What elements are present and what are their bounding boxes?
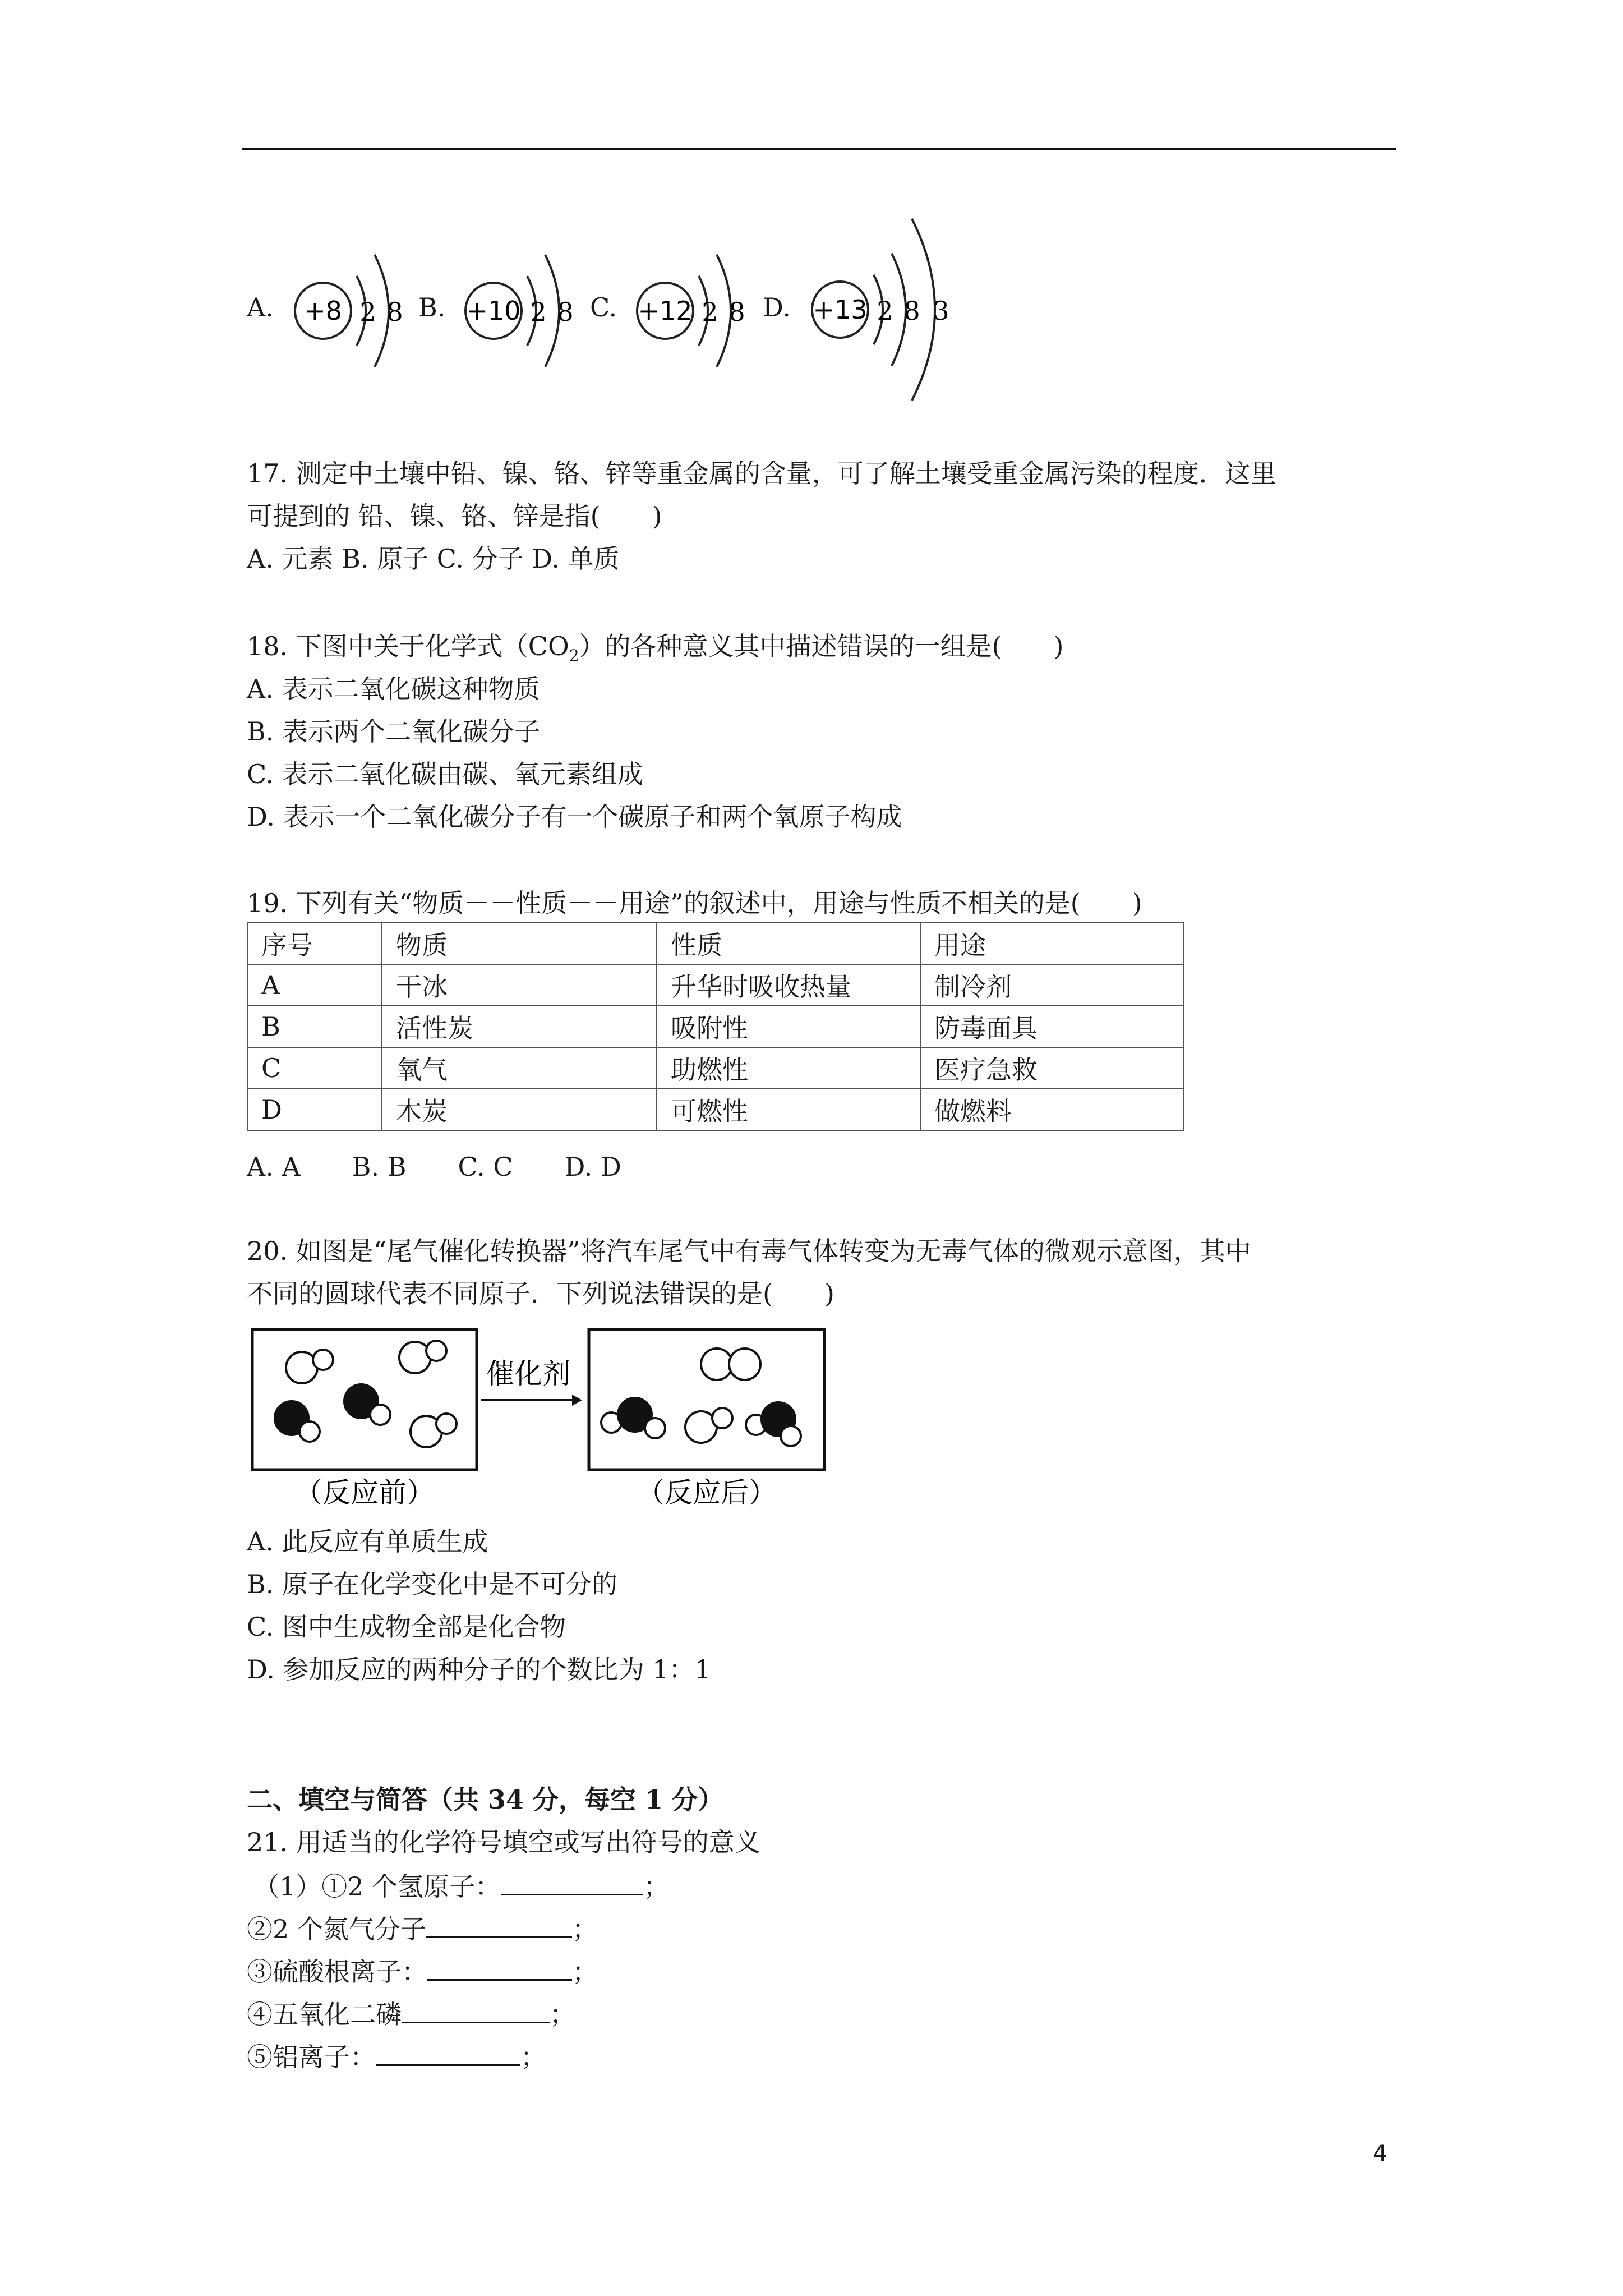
nucleus-b: +10	[466, 296, 521, 326]
table-header-cell: 序号	[247, 923, 382, 964]
table-row	[247, 964, 1184, 1006]
q20-option-c: C. 图中生成物全部是化合物	[247, 1612, 566, 1642]
q21-item-3: ③硫酸根离子： ；	[247, 1954, 598, 1987]
shell-b-1: 2	[530, 297, 547, 327]
atom-diagram-b	[461, 227, 596, 395]
catalyst-label: 催化剂	[486, 1358, 570, 1390]
atom-diagram-a	[291, 227, 425, 395]
table-cell: 防毒面具	[920, 1006, 1184, 1047]
table-header-cell: 物质	[382, 923, 657, 964]
shell-c-2: 8	[728, 297, 745, 327]
after-box	[589, 1329, 824, 1470]
nucleus-c: +12	[638, 296, 693, 326]
table-cell: 活性炭	[382, 1006, 657, 1047]
shell-d-3: 3	[933, 296, 949, 326]
q18-option-b: B. 表示两个二氧化碳分子	[247, 716, 541, 747]
answer-blank[interactable]	[427, 1954, 572, 1981]
q18-option-c: C. 表示二氧化碳由碳、氧元素组成	[247, 759, 643, 789]
q20-option-d: D. 参加反应的两种分子的个数比为 1：1	[247, 1654, 711, 1685]
table-header-cell: 用途	[920, 923, 1184, 964]
q17-line-1: 17. 测定中土壤中铅、镍、铬、锌等重金属的含量，可了解土壤受重金属污染的程度．这里	[247, 458, 1276, 489]
table-cell: B	[247, 1006, 382, 1047]
atom-option-a-label: A.	[247, 292, 274, 323]
atom-diagram-d	[808, 213, 965, 409]
header-rule	[242, 148, 1396, 150]
table-cell: 医疗急救	[920, 1047, 1184, 1089]
shell-a-1: 2	[359, 297, 376, 327]
shell-c-1: 2	[702, 297, 718, 327]
q20-line-2: 不同的圆球代表不同原子．下列说法错误的是( )	[247, 1278, 834, 1309]
table-cell: 木炭	[382, 1089, 657, 1130]
before-caption: （反应前）	[294, 1476, 435, 1509]
q21-item-2: ②2 个氮气分子 ；	[247, 1912, 598, 1945]
shell-b-2: 8	[557, 297, 574, 327]
q21-stem: 21. 用适当的化学符号填空或写出符号的意义	[247, 1827, 760, 1857]
table-cell: A	[247, 964, 382, 1006]
nucleus-d: +13	[813, 295, 868, 325]
table-header-row	[247, 923, 1184, 964]
nucleus-a: +8	[304, 296, 342, 326]
table-cell: 升华时吸收热量	[657, 964, 920, 1006]
q20-option-a: A. 此反应有单质生成	[247, 1526, 488, 1557]
atom-diagram-c	[633, 227, 767, 395]
q18-stem: 18. 下图中关于化学式$(CO_2)$的各种意义其中描述错误的一组是( )	[247, 631, 1064, 665]
table-cell: 干冰	[382, 964, 657, 1006]
arrow-head	[572, 1395, 582, 1406]
answer-blank[interactable]	[501, 1869, 643, 1895]
answer-blank[interactable]	[402, 1997, 550, 2023]
answer-blank[interactable]	[426, 1912, 572, 1938]
q21-item-4: ④五氧化二磷 ；	[247, 1997, 575, 2030]
atom-option-b-label: B.	[418, 292, 446, 323]
table-cell: 氧气	[382, 1047, 657, 1089]
q20-line-1: 20. 如图是“尾气催化转换器”将汽车尾气中有毒气体转变为无毒气体的微观示意图，其中	[247, 1236, 1251, 1266]
q19-stem: 19. 下列有关“物质－－性质－－用途”的叙述中，用途与性质不相关的是( )	[247, 888, 1142, 918]
before-molecules	[275, 1341, 457, 1447]
q17-line-2: 可提到的 铅、镍、铬、锌是指( )	[247, 501, 662, 531]
q20-option-b: B. 原子在化学变化中是不可分的	[247, 1569, 618, 1599]
table-header-cell: 性质	[657, 923, 920, 964]
shell-a-2: 8	[386, 297, 403, 327]
atom-option-c-label: C.	[590, 292, 617, 323]
reaction-diagram	[247, 1324, 841, 1509]
atom-option-d-label: D.	[763, 292, 791, 323]
table-row	[247, 1089, 1184, 1130]
table-cell: 吸附性	[657, 1006, 920, 1047]
table-cell: 可燃性	[657, 1089, 920, 1130]
table-row	[247, 1006, 1184, 1047]
after-caption: （反应后）	[637, 1476, 777, 1509]
q18-option-a: A. 表示二氧化碳这种物质	[247, 674, 540, 704]
section-2-title: 二、填空与简答（共 34 分，每空 1 分）	[247, 1784, 724, 1815]
q21-item-1: （1）①2 个氢原子： ；	[253, 1869, 669, 1902]
after-molecules	[601, 1349, 801, 1446]
table-cell: 做燃料	[920, 1089, 1184, 1130]
q17-options: A. 元素 B. 原子 C. 分子 D. 单质	[247, 544, 620, 574]
shell-d-1: 2	[877, 296, 893, 326]
q19-options: A. A B. B C. C D. D	[247, 1152, 621, 1182]
table-cell: 助燃性	[657, 1047, 920, 1089]
table-cell: 制冷剂	[920, 964, 1184, 1006]
q21-item-5: ⑤铝离子： ；	[247, 2040, 546, 2073]
q19-table	[247, 922, 1184, 1131]
table-row	[247, 1047, 1184, 1089]
shell-d-2: 8	[903, 296, 920, 326]
answer-blank[interactable]	[376, 2040, 520, 2066]
table-cell: C	[247, 1047, 382, 1089]
page-number: 4	[1373, 2141, 1387, 2166]
q18-option-d: D. 表示一个二氧化碳分子有一个碳原子和两个氧原子构成	[247, 802, 902, 832]
table-cell: D	[247, 1089, 382, 1130]
